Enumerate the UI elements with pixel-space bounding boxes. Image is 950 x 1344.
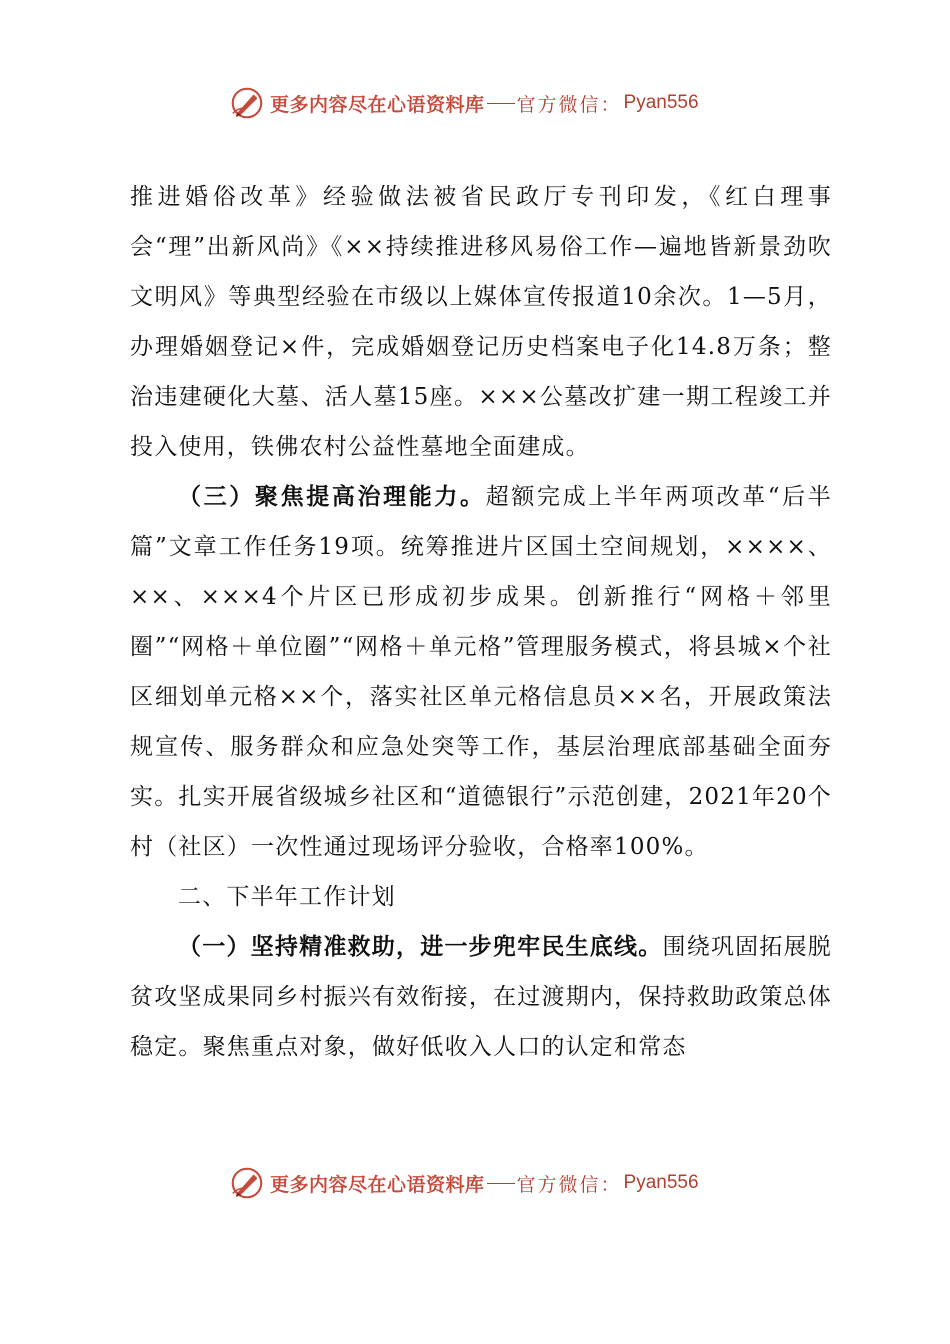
footer-divider (487, 1183, 515, 1184)
paragraph-2-text: 超额完成上半年两项改革“后半篇”文章工作任务19项。统筹推进片区国土空间规划，××××、××、×××4个片区已形成初步成果。创新推行“网格＋邻里圈”“网格＋单位圈”“网格＋单元格”管理服务模式，将县城×个社区细划单元格××个，落实社区单元格信息员××名，开展政策法规宣传、服务群众和应急处突等工作，基层治理底部基础全面夯实。扎实开展省级城乡社区和“道德银行”示范创建，2021年20个村（社区）一次性通过现场评分验收，合格率100%。 (130, 484, 832, 860)
pen-logo-icon (228, 84, 266, 122)
header-contact-label: 官方微信： (516, 93, 622, 116)
pen-logo-icon (228, 1164, 266, 1202)
footer-contact-label: 官方微信： (516, 1173, 622, 1196)
paragraph-2-heading: （三）聚焦提高治理能力。 (178, 483, 486, 510)
footer-brand-text: 更多内容尽在心语资料库 (270, 1173, 485, 1196)
document-body (130, 172, 832, 1072)
paragraph-3-text: 围绕巩固拓展脱贫攻坚成果同乡村振兴有效衔接，在过渡期内，保持救助政策总体稳定。聚焦重点对象，做好低收入人口的认定和常态 (130, 934, 833, 1060)
header-contact-id: Pyan556 (623, 92, 699, 113)
footer-banner (228, 1161, 699, 1205)
paragraph-1: 推进婚俗改革》经验做法被省民政厅专刊印发，《红白理事会“理”出新风尚》《××持续推进移风易俗工作—遍地皆新景劲吹文明风》等典型经验在市级以上媒体宣传报道10余次。1—5月，办理婚姻登记×件，完成婚姻登记历史档案电子化14.8万条；整治违建硬化大墓、活人墓15座。×××公墓改扩建一期工程竣工并投入使用，铁佛农村公益性墓地全面建成。 (130, 184, 832, 460)
header-brand-text: 更多内容尽在心语资料库 (270, 93, 485, 116)
paragraph-3-heading: （一）坚持精准救助，进一步兜牢民生底线。 (178, 933, 663, 960)
paragraph-2 (130, 472, 832, 872)
header-banner (228, 81, 699, 125)
header-divider (487, 103, 515, 104)
paragraph-3 (130, 922, 832, 1072)
footer-contact-id: Pyan556 (623, 1172, 699, 1193)
section-title: 二、下半年工作计划 (178, 884, 396, 910)
